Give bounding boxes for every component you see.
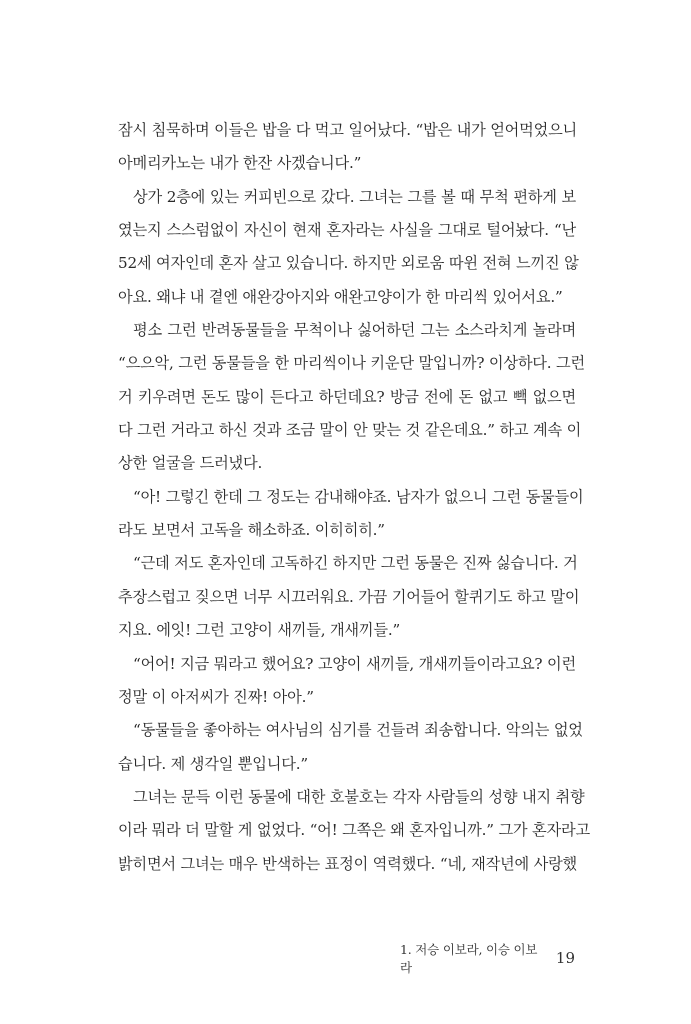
- text-line: “근데 저도 혼자인데 고독하긴 하지만 그런 동물은 진짜 싫습니다. 거: [133, 554, 578, 573]
- text-line: 추장스럽고 짖으면 너무 시끄러워요. 가끔 기어들어 할퀴기도 하고 말이: [118, 587, 580, 606]
- text-line: 라도 보면서 고독을 해소하죠. 이히히히.”: [118, 521, 385, 540]
- text-line: “어어! 지금 뭐라고 했어요? 고양이 새끼들, 개새끼들이라고요? 이런: [133, 654, 576, 673]
- text-line: “으으악, 그런 동물들을 한 마리씩이나 키운단 말입니까? 이상하다. 그런: [118, 354, 585, 373]
- text-line: 거 키우려면 돈도 많이 든다고 하던데요? 방금 전에 돈 없고 빽 없으면: [118, 387, 576, 406]
- page-number: 19: [555, 949, 575, 967]
- text-line: 아요. 왜냐 내 곁엔 애완강아지와 애완고양이가 한 마리씩 있어서요.”: [118, 287, 563, 306]
- text-line: 52세 여자인데 혼자 살고 있습니다. 하지만 외로움 따윈 전혀 느끼진 않: [118, 254, 579, 273]
- text-line: 밝히면서 그녀는 매우 반색하는 표정이 역력했다. “네, 재작년에 사랑했: [118, 854, 578, 873]
- text-line: 아메리카노는 내가 한잔 사겠습니다.”: [118, 154, 362, 173]
- text-line: 이라 뭐라 더 말할 게 없었다. “어! 그쪽은 왜 혼자입니까.” 그가 혼자라고: [118, 821, 590, 840]
- text-line: 습니다. 제 생각일 뿐입니다.”: [118, 754, 308, 773]
- text-line: “동물들을 좋아하는 여사님의 심기를 건들려 죄송합니다. 악의는 없었: [133, 721, 583, 740]
- text-line: “아! 그렇긴 한데 그 정도는 감내해야죠. 남자가 없으니 그런 동물들이: [133, 487, 584, 506]
- text-line: 상한 얼굴을 드러냈다.: [118, 454, 263, 473]
- text-line: 였는지 스스럼없이 자신이 현재 혼자라는 사실을 그대로 털어놨다. “난: [118, 221, 576, 240]
- text-line: 잠시 침묵하며 이들은 밥을 다 먹고 일어났다. “밥은 내가 얻어먹었으니: [118, 121, 578, 139]
- text-line: 정말 이 아저씨가 진짜! 아아.”: [118, 687, 314, 706]
- text-line: 상가 2층에 있는 커피빈으로 갔다. 그녀는 그를 볼 때 무척 편하게 보: [133, 187, 576, 206]
- chapter-title: 1. 저승 이보라, 이승 이보라: [400, 942, 538, 975]
- text-line: 다 그런 거라고 하신 것과 조금 말이 안 맞는 것 같은데요.” 하고 계속 이: [118, 421, 582, 440]
- text-line: 지요. 에잇! 그런 고양이 새끼들, 개새끼들.”: [118, 621, 401, 640]
- text-line: 평소 그런 반려동물들을 무척이나 싫어하던 그는 소스라치게 놀라며: [133, 321, 576, 340]
- body-text: [118, 114, 590, 881]
- running-footer: [400, 942, 600, 975]
- text-line: 그녀는 문득 이런 동물에 대한 호불호는 각자 사람들의 성향 내지 취향: [133, 787, 585, 806]
